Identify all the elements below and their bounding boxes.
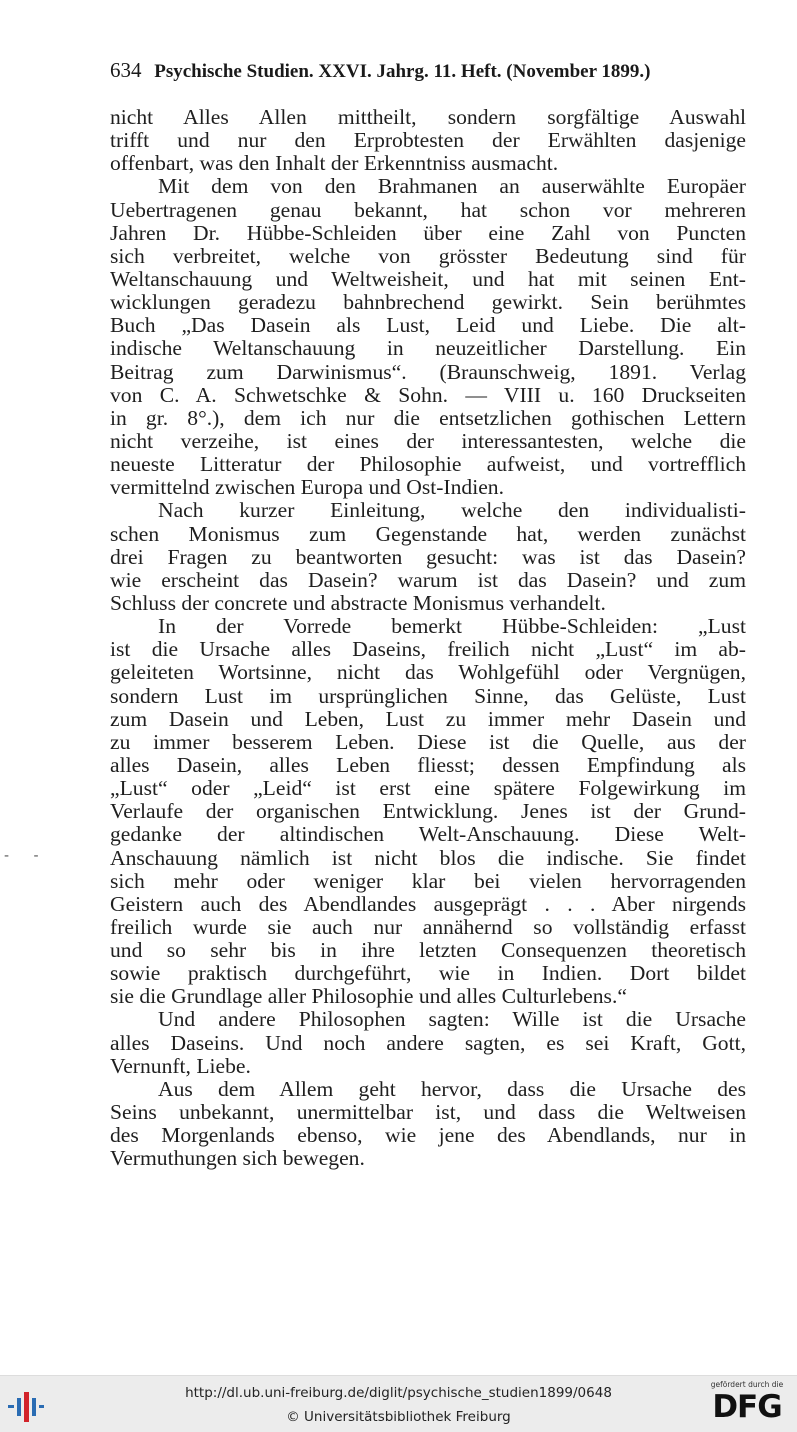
text-line: alles Dasein, alles Leben fliesst; dessen Empfindung als [110, 753, 746, 777]
margin-mark: - - [4, 848, 49, 864]
body-text [110, 106, 746, 1170]
text-line: Verlaufe der organischen Entwicklung. Jenes ist der Grund- [110, 800, 746, 824]
text-line: sowie praktisch durchgeführt, wie in Indien. Dort bildet [110, 962, 746, 986]
text-line: Vermuthungen sich bewegen. [110, 1147, 365, 1171]
text-line: Aus dem Allem geht hervor, dass die Ursache des [158, 1077, 746, 1101]
text-line: neueste Litteratur der Philosophie aufweist, und vortrefflich [110, 453, 746, 477]
text-line: nicht Alles Allen mittheilt, sondern sorgfältige Auswahl [110, 106, 746, 129]
text-line: schen Monismus zum Gegenstande hat, werden zunächst [110, 522, 746, 546]
text-line: Mit dem von den Brahmanen an auserwählte Europäer [158, 175, 746, 199]
text-line: sie die Grundlage aller Philosophie und alles Culturlebens.“ [110, 985, 627, 1009]
text-line: zu immer besserem Leben. Diese ist die Quelle, aus der [110, 730, 746, 754]
text-line: gedanke der altindischen Welt-Anschauung. Diese Welt- [110, 823, 746, 847]
text-line: „Lust“ oder „Leid“ ist erst eine spätere Folgewirkung im [110, 777, 746, 801]
text-line: trifft und nur den Erprobtesten der Erwählten dasjenige [110, 129, 746, 153]
text-line: sondern Lust im ursprünglichen Sinne, das Gelüste, Lust [110, 684, 746, 708]
text-line: nicht verzeihe, ist eines der interessantesten, welche die [110, 429, 746, 453]
running-header [110, 58, 750, 83]
page-number: 634 [110, 58, 142, 82]
dfg-logo-text: DFG [712, 1389, 782, 1425]
text-line: freilich wurde sie auch nur annähernd so vollständig erfasst [110, 915, 746, 939]
text-line: offenbart, was den Inhalt der Erkenntniss ausmacht. [110, 152, 559, 176]
text-line: von C. A. Schwetschke & Sohn. — VIII u. 160 Druckseiten [110, 383, 746, 407]
text-line: Anschauung nämlich ist nicht blos die indische. Sie findet [110, 846, 746, 870]
text-line: zum Dasein und Leben, Lust zu immer mehr Dasein und [110, 707, 746, 731]
text-line: drei Fragen zu beantworten gesucht: was ist das Dasein? [110, 545, 746, 569]
text-line: Weltanschauung und Weltweisheit, und hat mit seinen Ent- [110, 267, 746, 291]
text-line: wicklungen geradezu bahnbrechend gewirkt. Sein berühmtes [110, 291, 746, 315]
text-line: In der Vorrede bemerkt Hübbe-Schleiden: „Lust [158, 615, 746, 639]
footer-copyright: © Universitätsbibliothek Freiburg [286, 1409, 511, 1425]
text-line: Jahren Dr. Hübbe-Schleiden über eine Zahl von Puncten [110, 221, 746, 245]
text-line: Seins unbekannt, unermittelbar ist, und dass die Weltweisen [110, 1101, 746, 1125]
text-line: wie erscheint das Dasein? warum ist das Dasein? und zum [110, 568, 746, 592]
dfg-logo [705, 1380, 789, 1428]
text-line: alles Daseins. Und noch andere sagten, es sei Kraft, Gott, [110, 1031, 746, 1055]
text-line: Geistern auch des Abendlandes ausgeprägt . . . Aber nirgends [110, 892, 746, 916]
footer-bar [0, 1375, 797, 1432]
text-line: geleiteten Wortsinne, nicht das Wohlgefühl oder Vergnügen, [110, 661, 746, 685]
text-line: indische Weltanschauung in neuzeitlicher Darstellung. Ein [110, 337, 746, 361]
text-line: Uebertragenen genau bekannt, hat schon vor mehreren [110, 198, 746, 222]
text-line: und so sehr bis in ihre letzten Consequenzen theoretisch [110, 939, 746, 963]
text-line: Und andere Philosophen sagten: Wille ist die Ursache [158, 1008, 746, 1032]
text-line: Vernunft, Liebe. [110, 1054, 251, 1078]
funding-note: gefördert durch die [710, 1380, 784, 1389]
text-line: Schluss der concrete und abstracte Monismus verhandelt. [110, 591, 606, 615]
text-line: Nach kurzer Einleitung, welche den individualisti- [158, 499, 746, 523]
text-line: in gr. 8°.), dem ich nur die entsetzlichen gothischen Lettern [110, 406, 746, 430]
text-line: sich verbreitet, welche von grösster Bedeutung sind für [110, 244, 746, 268]
text-line: ist die Ursache alles Daseins, freilich nicht „Lust“ im ab- [110, 638, 746, 662]
text-line: des Morgenlands ebenso, wie jene des Abendlands, nur in [110, 1124, 746, 1148]
running-title: Psychische Studien. XXVI. Jahrg. 11. Heft. (November 1899.) [154, 61, 651, 82]
text-line: Buch „Das Dasein als Lust, Leid und Liebe. Die alt- [110, 314, 746, 338]
footer-url-link[interactable]: http://dl.ub.uni-freiburg.de/diglit/psychische_studien1899/0648 [185, 1385, 612, 1401]
text-line: sich mehr oder weniger klar bei vielen hervorragenden [110, 869, 746, 893]
text-line: vermittelnd zwischen Europa und Ost-Indien. [110, 476, 504, 500]
text-line: Beitrag zum Darwinismus“. (Braunschweig, 1891. Verlag [110, 360, 746, 384]
